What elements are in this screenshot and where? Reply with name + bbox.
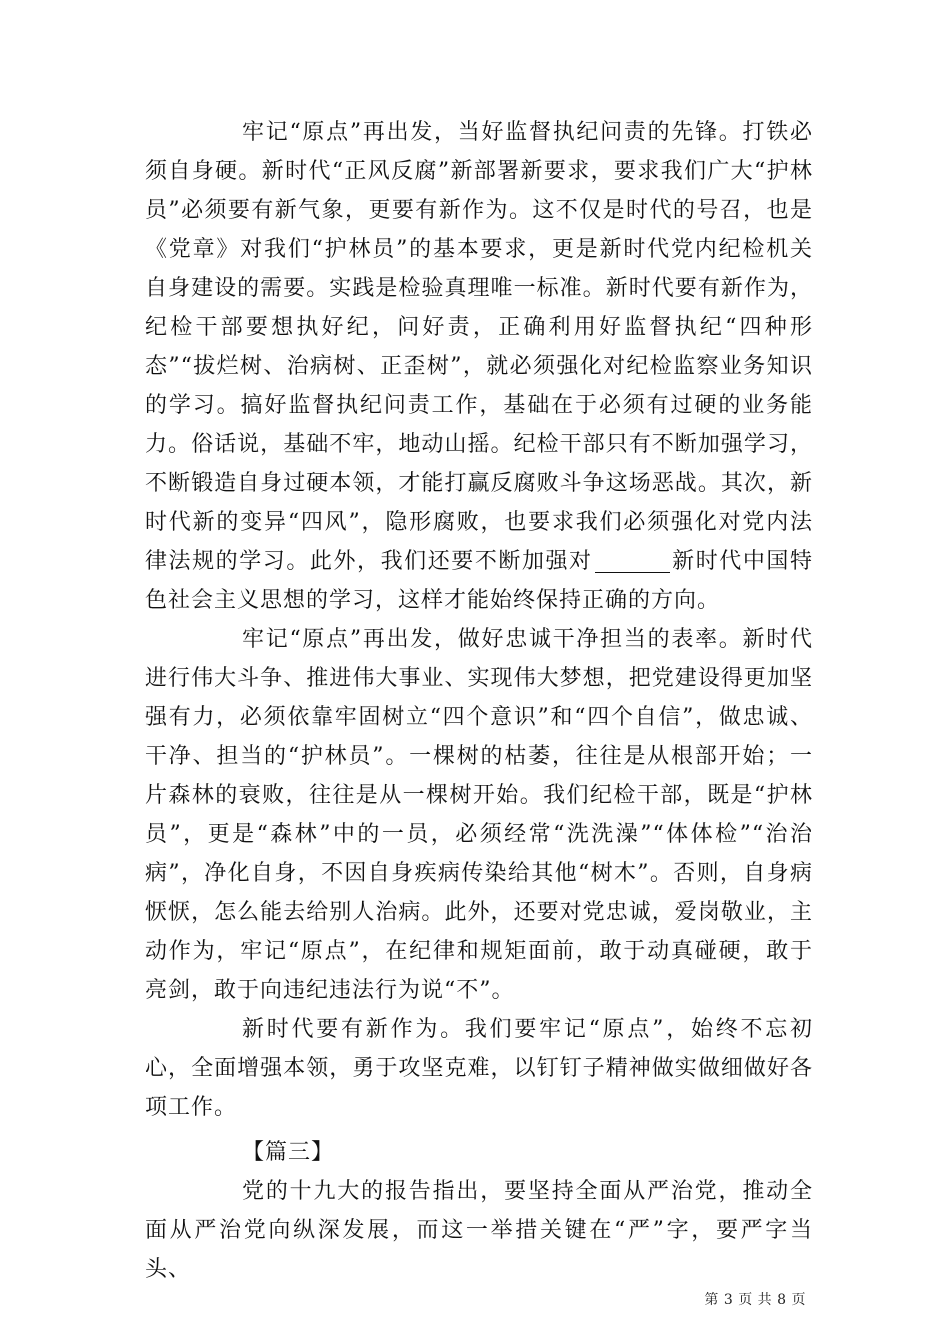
paragraph-supervision-text: 牢记“原点”再出发，当好监督执纪问责的先锋。打铁必须自身硬。新时代“正风反腐”新部署新要求，要求我们广大“护林员”必须要有新气象，更要有新作为。这不仅是时代的号召，也是《党章》对我们“护林员”的基本要求，更是新时代党内纪检机关自身建设的需要。实践是检验真理唯一标准。新时代要有新作为，纪检干部要想执好纪，问好责，正确利用好监督执纪“四种形态”“拔烂树、治病树、正歪树”，就必须强化对纪检监察业务知识的学习。搞好监督执纪问责工作，基础在于必须有过硬的业务能力。俗话说，基础不牢，地动山摇。纪检干部只有不断加强学习，不断锻造自身过硬本领，才能打赢反腐败斗争这场恶战。其次，新时代新的变异“四风”，隐形腐败，也要求我们必须强化对党内法律法规的学习。此外，我们还要不断加强对	[145, 120, 813, 574]
page-indicator: 第 3 页 共 8 页	[704, 1292, 806, 1308]
paragraph-supervision	[145, 113, 813, 620]
paragraph-chapter-three: 党的十九大的报告指出，要坚持全面从严治党，推动全面从严治党向纵深发展，而这一举措关键在“严”字，要严字当头、	[145, 1179, 813, 1282]
paragraph-loyalty: 牢记“原点”再出发，做好忠诚干净担当的表率。新时代进行伟大斗争、推进伟大事业、实现伟大梦想，把党建设得更加坚强有力，必须依靠牢固树立“四个意识”和“四个自信”，做忠诚、干净、担当的“护林员”。一棵树的枯萎，往往是从根部开始；一片森林的衰败，往往是从一棵树开始。我们纪检干部，既是“护林员”，更是“森林”中的一员，必须经常“洗洗澡”“体体检”“治治病”，净化自身，不因自身疾病传染给其他“树木”。否则，自身病恹恹，怎么能去给别人治病。此外，还要对党忠诚，爱岗敬业，主动作为，牢记“原点”，在纪律和规矩面前，敢于动真碰硬，敢于亮剑，敢于向违纪违法行为说“不”。	[145, 627, 813, 1003]
fill-in-blank	[595, 548, 670, 573]
paragraph-supervision-tail: 新时代中国特色社会主义思想的学习，这样才能始终保持正确的方向。	[145, 549, 813, 613]
chapter-heading: 【篇三】	[242, 1140, 335, 1165]
document-body	[145, 113, 813, 1289]
paragraph-new-era: 新时代要有新作为。我们要牢记“原点”，始终不忘初心，全面增强本领，勇于攻坚克难，以钉钉子精神做实做细做好各项工作。	[145, 1017, 813, 1120]
